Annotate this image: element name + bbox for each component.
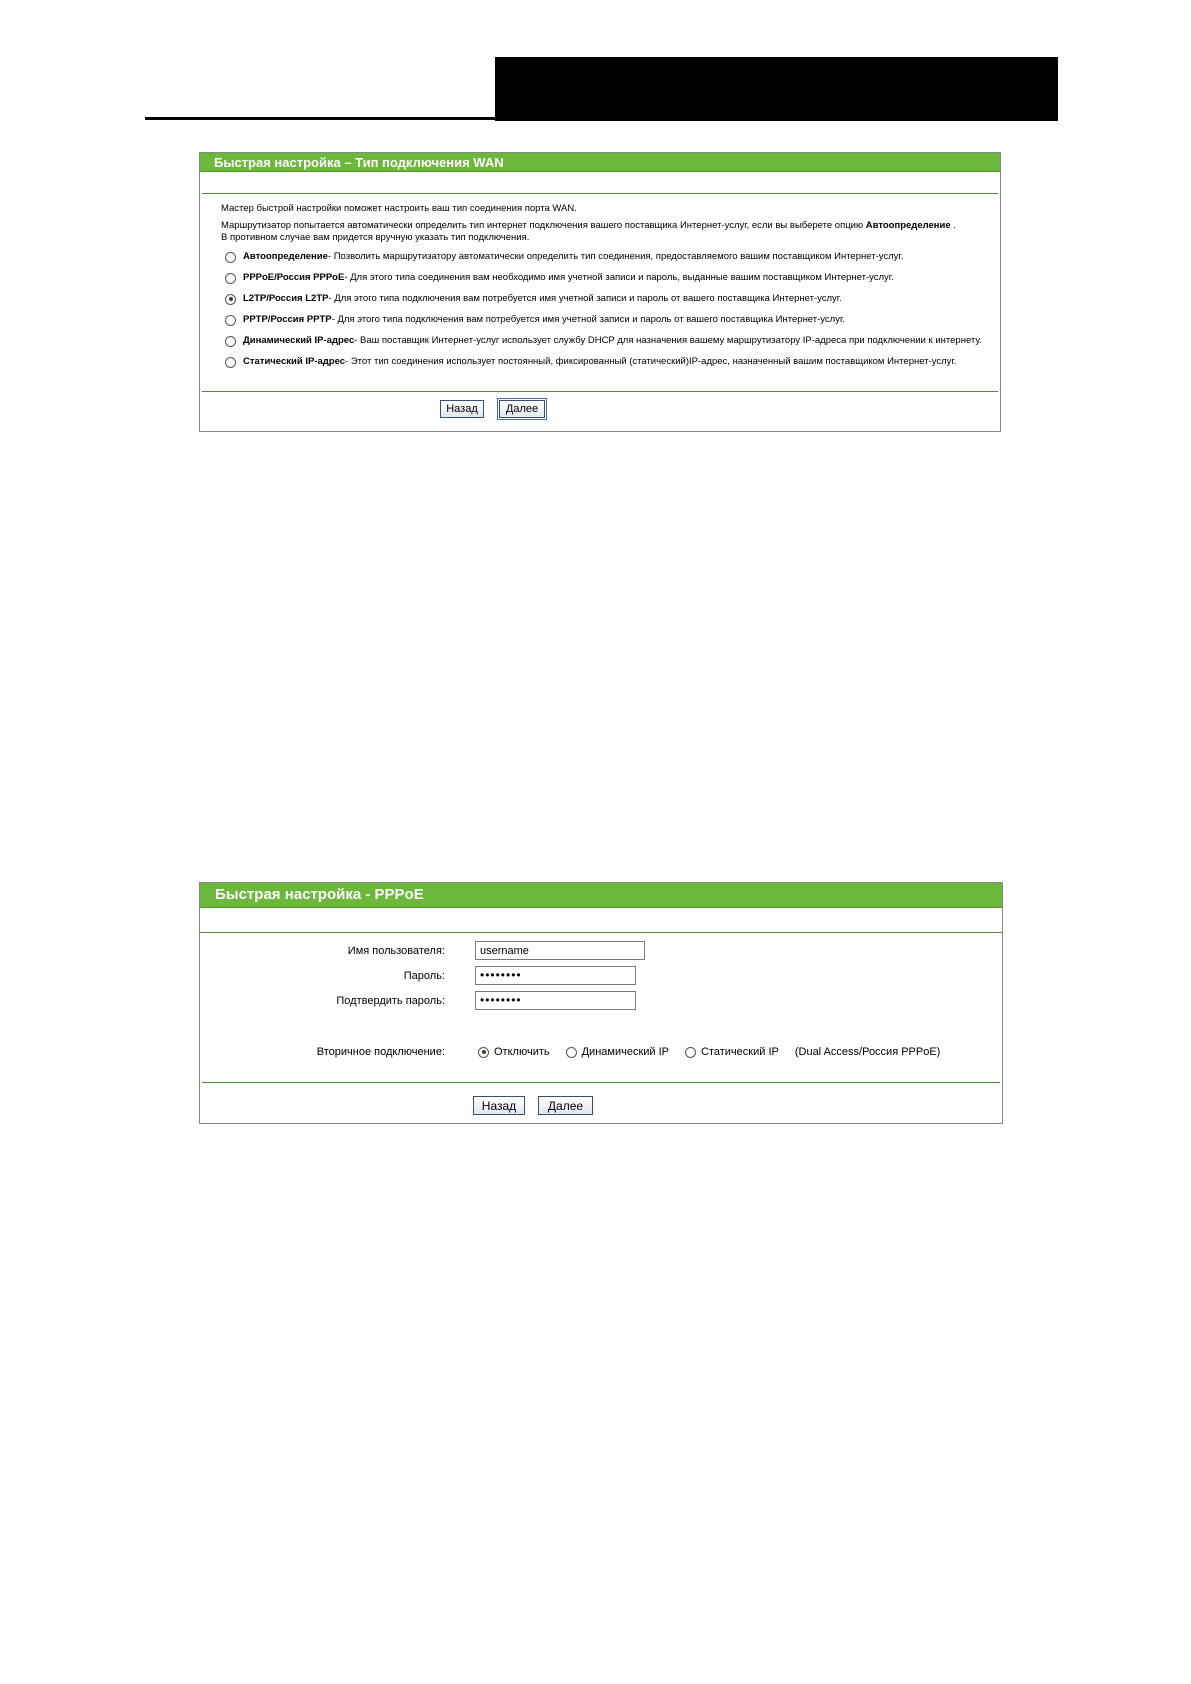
wan-panel-divider-top: [202, 193, 998, 194]
radio-pppoe[interactable]: [225, 273, 236, 284]
password-input[interactable]: ••••••••: [475, 966, 636, 985]
wan-option-dynamic-ip-desc: - Ваш поставщик Интернет-услуг использует службу DHCP для назначения вашему маршрутизатору IP-адреса при подключении к интернету.: [354, 335, 982, 346]
wan-intro-text: Мастер быстрой настройки поможет настроить ваш тип соединения порта WAN.: [221, 203, 577, 214]
radio-secondary-disable[interactable]: [478, 1047, 489, 1058]
username-input[interactable]: [475, 941, 645, 960]
wan-option-dynamic-ip-name: Динамический IP-адрес: [243, 335, 355, 346]
secondary-connection-options: [478, 1046, 940, 1058]
pppoe-next-button[interactable]: Далее: [538, 1096, 593, 1115]
wan-option-pppoe-name: PPPoE/Россия PPPoE: [243, 272, 345, 283]
wan-option-l2tp-desc: - Для этого типа подключения вам потребуется имя учетной записи и пароль от вашего поставщика Интернет-услуг.: [328, 293, 842, 304]
wan-auto-text-bold: Автоопределение: [865, 220, 951, 231]
header-black-bar: [495, 57, 1058, 121]
wan-option-l2tp[interactable]: [225, 293, 842, 305]
wan-auto-text-2: В противном случае вам придется вручную указать тип подключения.: [221, 232, 530, 243]
pppoe-panel-title: Быстрая настройка - PPPoE: [200, 883, 1002, 908]
secondary-dynamic-ip-label: Динамический IP: [581, 1046, 670, 1058]
header-rule: [145, 117, 495, 120]
wan-panel-divider-bottom: [202, 391, 998, 392]
pppoe-panel: [199, 882, 1003, 1124]
wan-next-button[interactable]: Далее: [499, 400, 545, 418]
wan-option-pptp-name: PPTP/Россия PPTP: [243, 314, 332, 325]
wan-auto-text: Маршрутизатор попытается автоматически определить тип интернет подключения вашего поставщика Интернет-услуг, если вы выберете опцию Автоопределение .: [221, 220, 956, 231]
wan-back-button[interactable]: Назад: [440, 400, 484, 418]
wan-type-panel: [199, 152, 1001, 432]
radio-l2tp[interactable]: [225, 294, 236, 305]
wan-option-static-ip-desc: - Этот тип соединения использует постоянный, фиксированный (статический)IP-адрес, назначенный вашим поставщиком Интернет-услуг.: [345, 356, 957, 367]
radio-dynamic-ip[interactable]: [225, 336, 236, 347]
wan-option-pptp[interactable]: [225, 314, 845, 326]
username-label: Имя пользователя:: [347, 945, 445, 957]
confirm-password-input[interactable]: ••••••••: [475, 991, 636, 1010]
wan-option-static-ip-name: Статический IP-адрес: [243, 356, 346, 367]
wan-option-static-ip[interactable]: [225, 356, 956, 368]
confirm-password-label: Подтвердить пароль:: [336, 995, 445, 1007]
wan-option-pptp-desc: - Для этого типа подключения вам потребуется имя учетной записи и пароль от вашего поставщика Интернет-услуг.: [331, 314, 845, 325]
secondary-note: (Dual Access/Россия PPPoE): [794, 1046, 941, 1058]
wan-auto-text-1: Маршрутизатор попытается автоматически определить тип интернет подключения вашего поставщика Интернет-услуг, если вы выберете опцию: [221, 220, 864, 231]
wan-panel-title: Быстрая настройка – Тип подключения WAN: [200, 153, 1000, 172]
wan-option-dynamic-ip[interactable]: [225, 335, 982, 347]
wan-option-pppoe[interactable]: [225, 272, 894, 284]
wan-option-l2tp-name: L2TP/Россия L2TP: [243, 293, 329, 304]
radio-secondary-dynamic-ip[interactable]: [566, 1047, 577, 1058]
wan-option-auto[interactable]: [225, 251, 903, 263]
radio-static-ip[interactable]: [225, 357, 236, 368]
pppoe-panel-divider-bottom: [202, 1082, 1000, 1083]
wan-option-auto-name: Автоопределение: [243, 251, 328, 262]
wan-option-pppoe-desc: - Для этого типа соединения вам необходимо имя учетной записи и пароль, выданные вашим поставщиком Интернет-услуг.: [344, 272, 894, 283]
radio-pptp[interactable]: [225, 315, 236, 326]
secondary-connection-label: Вторичное подключение:: [316, 1046, 445, 1058]
secondary-static-ip-label: Статический IP: [701, 1046, 779, 1058]
wan-option-auto-desc: - Позволить маршрутизатору автоматически определить тип соединения, предоставляемого вашим поставщиком Интернет-услуг.: [327, 251, 904, 262]
radio-secondary-static-ip[interactable]: [685, 1047, 696, 1058]
password-label: Пароль:: [403, 970, 445, 982]
radio-auto[interactable]: [225, 252, 236, 263]
pppoe-back-button[interactable]: Назад: [473, 1096, 525, 1115]
pppoe-panel-subheader: [200, 908, 1002, 933]
secondary-disable-label: Отключить: [494, 1046, 550, 1058]
